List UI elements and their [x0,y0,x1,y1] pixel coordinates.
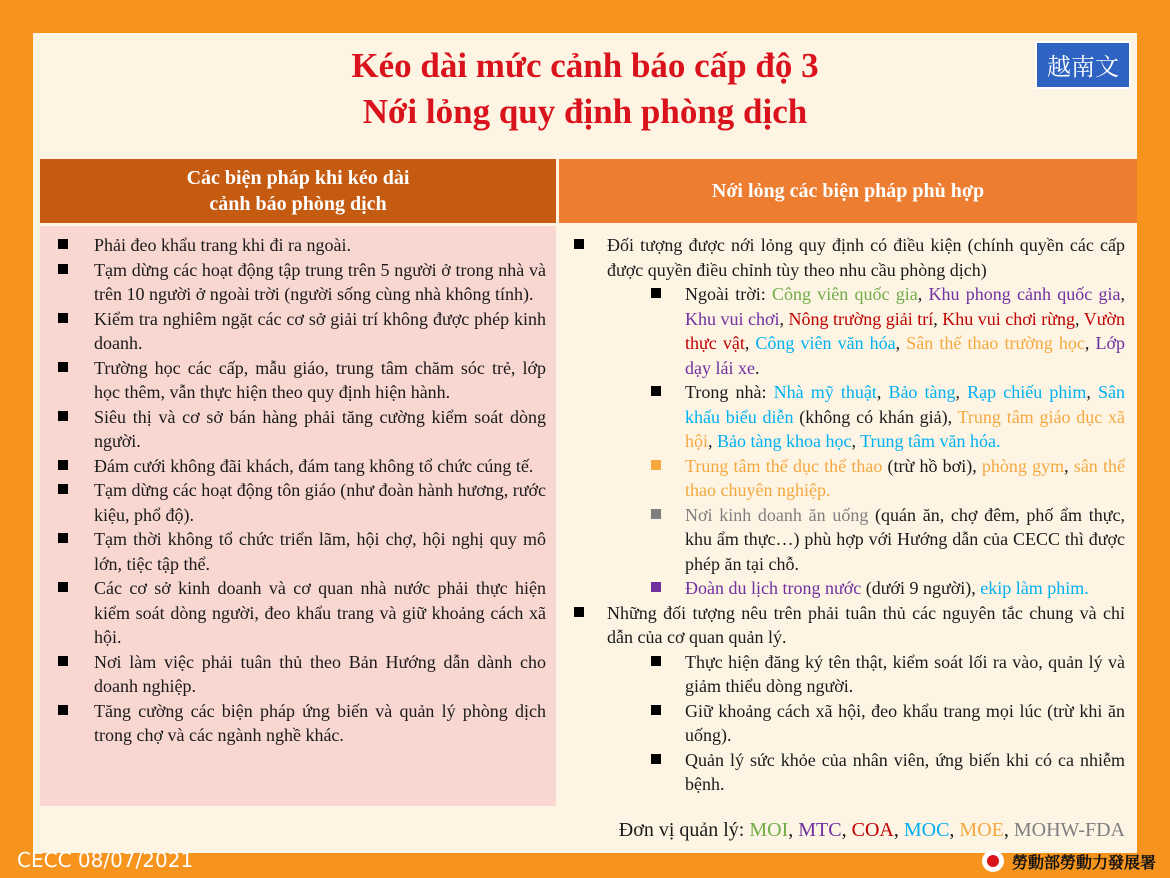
text-segment: Sân thể thao trường học [906,333,1085,353]
text-segment: Lớp dạy lái xe [685,333,1125,378]
text-segment: , [708,431,718,451]
text-segment: Rạp chiếu phim [967,382,1087,402]
text-segment: MOE [959,819,1004,841]
left-measure-item: Tạm dừng các hoạt động tập trung trên 5 người ở trong nhà và trên 10 người ở ngoài trời (người sống cùng nhà không tính). [56,258,546,307]
general-rules-item [571,601,1125,797]
general-rules-list [607,650,1125,797]
logo-icon [982,850,1004,872]
text-segment: , [1064,455,1074,476]
text-segment: , [917,284,929,304]
text-segment: MTC [798,819,842,841]
indoor-label: Trong nhà: [685,382,774,402]
outdoor-label: Ngoài trời: [685,284,773,304]
left-column-body [40,226,556,806]
food-item [607,503,1125,577]
right-measures-list [571,233,1125,797]
text-segment: , [876,382,889,402]
text-segment: MOC [903,819,950,841]
outdoor-item [607,282,1125,380]
text-segment: . [754,357,760,378]
text-segment: Trung tâm thể dục thể thao [685,455,883,476]
left-measure-item: Tạm thời không tổ chức triển lãm, hội chợ, hội nghị quy mô lớn, tiệc tập thể. [56,527,546,576]
text-segment: Khu vui chơi rừng [942,308,1076,329]
managing-agencies [619,819,1125,842]
language-badge[interactable]: 越南文 [1035,41,1131,89]
date-stamp: CECC 08/07/2021 [17,848,194,872]
text-segment: Bảo tàng [888,382,956,402]
left-measure-item: Tăng cường các biện pháp ứng biến và quản lý phòng dịch trong chợ và các ngành nghề khác. [56,699,546,748]
text-segment: Công viên quốc gia [772,284,918,304]
text-segment: , [1075,308,1084,329]
left-header-line-1: Các biện pháp khi kéo dài [186,167,410,189]
left-measure-item: Phải đeo khẩu trang khi đi ra ngoài. [56,233,546,258]
content-panel [33,33,1137,853]
text-segment: COA [851,819,894,841]
text-segment: , [933,308,943,329]
text-segment: Khu vui chơi [685,308,780,329]
text-segment: ekip làm phim. [980,578,1089,598]
general-rule-item: Quản lý sức khỏe của nhân viên, ứng biến khi có ca nhiễm bệnh. [607,748,1125,797]
text-segment: , [1120,284,1126,304]
text-segment: , [744,333,756,353]
left-measure-item: Các cơ sở kinh doanh và cơ quan nhà nước phải thực hiện kiểm soát dòng người, đeo khẩu trang và giữ khoảng cách xã hội. [56,576,546,650]
page-title [33,43,1137,135]
text-segment: (quán ăn, chợ đêm, phố ẩm thực, khu ẩm thực…) phù hợp với Hướng dẫn của CECC thì được phép ăn tại chỗ. [685,504,1125,574]
left-measure-item: Nơi làm việc phải tuân thủ theo Bản Hướng dẫn dành cho doanh nghiệp. [56,650,546,699]
text-segment: Khu phong cảnh quốc gia [928,284,1121,304]
general-rule-item: Giữ khoảng cách xã hội, đeo khẩu trang mọi lúc (trừ khi ăn uống). [607,699,1125,748]
general-rules-text: Những đối tượng nêu trên phải tuân thủ các nguyên tắc chung và chỉ dẫn của cơ quan quản lý. [607,602,1125,647]
text-segment: Trung tâm văn hóa. [860,431,1001,451]
text-segment: phòng gym [981,455,1065,476]
food-venues [685,505,1125,574]
text-segment: , [955,382,968,402]
text-segment: (không có khán giả), [793,406,958,427]
tour-groups [685,578,1089,598]
text-segment: Công viên văn hóa [755,333,896,353]
text-segment: Đoàn du lịch trong nước [685,578,862,598]
relaxed-targets-text: Đối tượng được nới lỏng quy định có điều kiện (chính quyền các cấp được quyền điều chỉnh tùy theo nhu cầu phòng dịch) [607,235,1125,280]
text-segment: sân thể thao chuyên nghiệp. [685,455,1125,500]
text-segment: Sân khấu biểu diễn [685,382,1126,427]
indoor-item [607,380,1125,454]
text-segment: (dưới 9 người), [861,578,981,598]
text-segment: , [788,819,799,841]
text-segment: Nông trường giải trí [788,308,934,329]
title-line-1: Kéo dài mức cảnh báo cấp độ 3 [351,46,819,85]
left-measure-item: Trường học các cấp, mẫu giáo, trung tâm chăm sóc trẻ, lớp học thêm, vẫn thực hiện theo quy định hiện hành. [56,356,546,405]
relaxed-targets-item [571,233,1125,601]
sports-venues [685,456,1125,501]
text-segment: (trừ hồ bơi), [882,455,982,476]
left-header-line-2: cảnh báo phòng dịch [209,193,387,215]
text-segment: , [949,819,960,841]
tour-item [607,576,1125,601]
text-segment: Nơi kinh doanh ăn uống [685,504,869,525]
sports-item [607,454,1125,503]
text-segment: Nhà mỹ thuật [773,382,877,402]
text-segment: Vườn thực vật [685,308,1126,353]
text-segment: , [1084,333,1096,353]
left-measure-item: Đám cưới không đãi khách, đám tang không tổ chức cúng tế. [56,454,546,479]
text-segment: , [1086,382,1099,402]
agency-list [749,819,1125,841]
text-segment: , [841,819,852,841]
agencies-label: Đơn vị quản lý: [618,819,750,841]
text-segment: , [779,308,789,329]
left-column-header [40,159,556,223]
text-segment: , [895,333,907,353]
text-segment: MOI [749,819,789,841]
left-measure-item: Kiểm tra nghiêm ngặt các cơ sở giải trí không được phép kinh doanh. [56,307,546,356]
text-segment: MOHW-FDA [1013,819,1125,841]
left-measure-item: Tạm dừng các hoạt động tôn giáo (như đoàn hành hương, rước kiệu, phổ độ). [56,478,546,527]
right-column-body [559,226,1137,806]
left-measure-item: Siêu thị và cơ sở bán hàng phải tăng cường kiểm soát dòng người. [56,405,546,454]
text-segment: Bảo tàng khoa học [717,431,852,451]
left-measures-list [56,233,546,748]
text-segment: , [893,819,904,841]
right-column-header: Nới lỏng các biện pháp phù hợp [559,159,1137,223]
text-segment: Trung tâm giáo dục xã hội [685,406,1125,451]
logo-text: 勞動部勞動力發展署 [1011,852,1156,872]
title-line-2: Nới lỏng quy định phòng dịch [362,92,808,131]
text-segment: , [1003,819,1014,841]
text-segment: , [851,431,861,451]
agency-logo [982,848,1156,874]
general-rule-item: Thực hiện đăng ký tên thật, kiểm soát lối ra vào, quản lý và giảm thiểu dòng người. [607,650,1125,699]
